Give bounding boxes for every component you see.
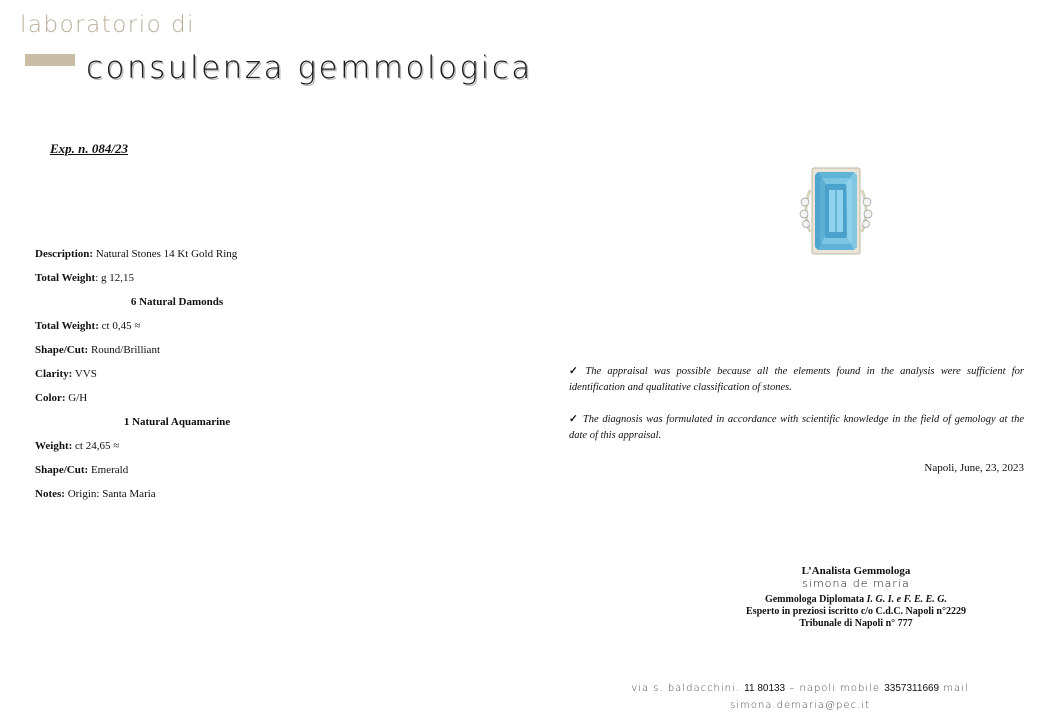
aquamarine-weight-row bbox=[35, 437, 319, 461]
total-weight-row bbox=[35, 269, 319, 293]
note-text: The appraisal was possible because all the elements found in the analysis were sufficient for identification and qualitative classification of stones. bbox=[569, 366, 1024, 393]
row-value: Emerald bbox=[88, 464, 129, 476]
row-label: Total Weight bbox=[35, 272, 96, 284]
row-value: Natural Stones 14 Kt Gold Ring bbox=[93, 248, 238, 260]
check-icon: ✓ bbox=[569, 414, 579, 425]
notes-row bbox=[35, 485, 319, 509]
row-value: VVS bbox=[72, 368, 97, 380]
note-item bbox=[569, 412, 1024, 444]
qualification-prefix: Gemmologa Diplomata bbox=[764, 594, 867, 605]
footer-number: 11 80133 bbox=[744, 683, 786, 694]
row-label: Clarity: bbox=[35, 368, 73, 380]
signature-court: Tribunale di Napoli n° 777 bbox=[799, 618, 913, 629]
row-value: : g 12,15 bbox=[95, 272, 135, 284]
note-item bbox=[569, 364, 1024, 396]
diamonds-heading: 6 Natural Damonds bbox=[130, 296, 224, 308]
diamond-clarity-row bbox=[35, 365, 319, 389]
description-block bbox=[35, 245, 319, 509]
signature-qualification bbox=[706, 594, 1006, 606]
row-value: ct 0,45 ≈ bbox=[98, 320, 141, 332]
diamond-weight-row bbox=[35, 317, 319, 341]
footer-mobile: 3357311669 bbox=[884, 683, 940, 694]
footer-mail-label: mail bbox=[939, 683, 969, 694]
date-line: Napoli, June, 23, 2023 bbox=[924, 462, 1024, 474]
appraisal-notes bbox=[569, 364, 1024, 460]
row-label: Notes: bbox=[35, 488, 65, 500]
aquamarine-heading: 1 Natural Aquamarine bbox=[123, 416, 231, 428]
signature-block bbox=[706, 565, 1006, 630]
logo-accent-bar bbox=[25, 54, 75, 66]
row-value: Origin: Santa Maria bbox=[64, 488, 156, 500]
row-label: Total Weight: bbox=[35, 320, 99, 332]
row-value: ct 24,65 ≈ bbox=[72, 440, 120, 452]
row-label: Weight: bbox=[35, 440, 73, 452]
qualification-institutes: I. G. I. e F. E. E. G. bbox=[866, 594, 948, 605]
logo-title-line2: consulenza gemmologica bbox=[86, 50, 533, 86]
row-value: G/H bbox=[65, 392, 88, 404]
ring-photo bbox=[796, 160, 876, 260]
note-text: The diagnosis was formulated in accordance with scientific knowledge in the field of gemology at the date of this appraisal. bbox=[569, 414, 1024, 441]
footer-city: – napoli mobile bbox=[785, 683, 885, 694]
footer-contact bbox=[586, 680, 1014, 714]
signature-title: L’Analista Gemmologa bbox=[801, 565, 911, 577]
footer-address-line bbox=[586, 680, 1014, 697]
description-row bbox=[35, 245, 319, 269]
row-value: Round/Brilliant bbox=[88, 344, 160, 356]
row-label: Description: bbox=[35, 248, 94, 260]
logo-title-line1: laboratorio di bbox=[20, 12, 196, 38]
signature-registration: Esperto in preziosi iscritto c/o C.d.C. Napoli n°2229 bbox=[746, 606, 966, 617]
footer-email[interactable]: simona.demaria@pec.it bbox=[730, 700, 870, 711]
aquamarine-shape-row bbox=[35, 461, 319, 485]
row-label: Shape/Cut: bbox=[35, 464, 89, 476]
diamond-color-row bbox=[35, 389, 319, 413]
check-icon: ✓ bbox=[569, 366, 582, 377]
diamond-shape-row bbox=[35, 341, 319, 365]
row-label: Shape/Cut: bbox=[35, 344, 89, 356]
row-label: Color: bbox=[35, 392, 66, 404]
footer-street: via s. baldacchini. bbox=[631, 683, 745, 694]
expertise-number: Exp. n. 084/23 bbox=[50, 141, 129, 156]
signature-name: simona de maria bbox=[802, 577, 910, 590]
